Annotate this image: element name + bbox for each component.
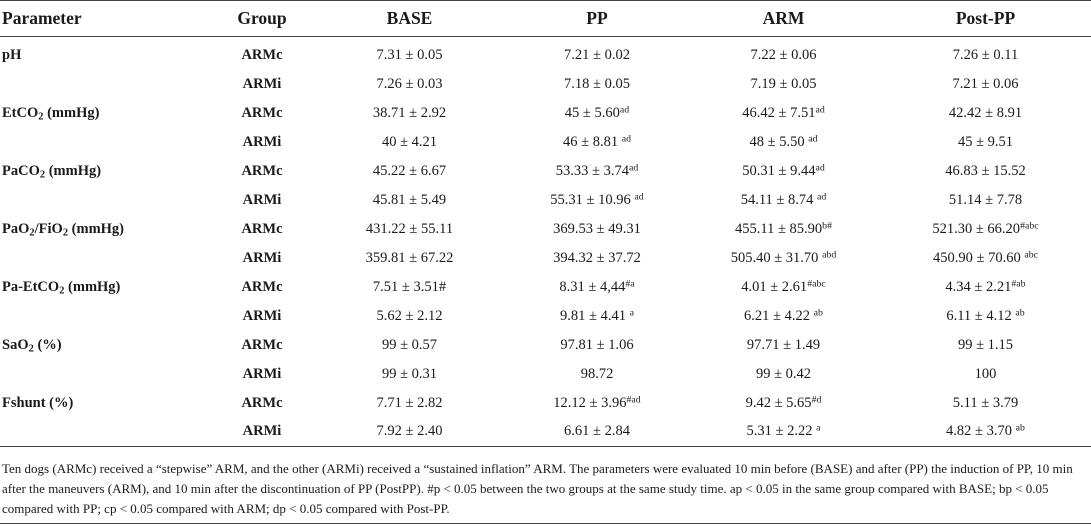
parameter-cell xyxy=(0,418,212,447)
base-cell xyxy=(312,37,507,70)
post-pp-cell-value: 521.30 ± 66.20 xyxy=(932,220,1021,237)
group-cell: ARMc xyxy=(241,162,283,179)
arm-cell-value: 46.42 ± 7.51 xyxy=(742,104,816,121)
base-cell-value: 38.71 ± 2.92 xyxy=(372,104,447,121)
base-cell-value: 431.22 ± 55.11 xyxy=(365,220,454,237)
group-cell: ARMi xyxy=(242,307,282,324)
arm-cell-value: 6.21 ± 4.22 xyxy=(744,307,814,324)
table-row xyxy=(0,186,1091,215)
parameter-cell xyxy=(0,70,212,99)
arm-cell-marker: ad xyxy=(808,133,818,145)
parameter-label: Pa-EtCO xyxy=(2,278,60,295)
post-pp-cell-value: 5.11 ± 3.79 xyxy=(952,394,1019,411)
arm-cell-marker: #abc xyxy=(807,278,826,290)
post-pp-cell xyxy=(880,37,1091,70)
base-cell-value: 5.62 ± 2.12 xyxy=(376,307,443,324)
post-pp-cell xyxy=(880,157,1091,186)
arm-cell-value: 505.40 ± 31.70 xyxy=(730,249,823,266)
table-row xyxy=(0,273,1091,302)
parameter-unit: (mmHg) xyxy=(43,104,100,121)
pp-cell-value: 12.12 ± 3.96 xyxy=(553,394,627,411)
parameter-cell xyxy=(0,331,212,360)
group-cell: ARMi xyxy=(242,191,282,208)
parameter-unit: (mmHg) xyxy=(68,220,124,237)
arm-cell xyxy=(687,418,880,447)
header-pp: PP xyxy=(507,1,687,37)
base-cell-value: 7.31 ± 0.05 xyxy=(376,46,443,63)
post-pp-cell-marker: abc xyxy=(1024,249,1038,261)
post-pp-cell xyxy=(880,128,1091,157)
base-cell xyxy=(312,244,507,273)
parameter-label: PaCO xyxy=(2,162,40,179)
arm-cell xyxy=(687,99,880,128)
post-pp-cell-value: 4.82 ± 3.70 xyxy=(946,423,1016,440)
post-pp-cell-value: 51.14 ± 7.78 xyxy=(948,191,1023,208)
arm-cell xyxy=(687,215,880,244)
pp-cell-value: 6.61 ± 2.84 xyxy=(564,423,630,440)
table-row xyxy=(0,244,1091,273)
post-pp-cell-value: 6.11 ± 4.12 xyxy=(946,307,1016,324)
header-arm: ARM xyxy=(687,1,880,37)
parameter-subscript: 2 xyxy=(29,227,35,239)
base-cell xyxy=(312,331,507,360)
parameter-subscript: 2 xyxy=(38,111,44,123)
pp-cell xyxy=(507,99,687,128)
parameter-cell xyxy=(0,389,212,418)
pp-cell-value: 369.53 ± 49.31 xyxy=(553,220,641,237)
base-cell-value: 7.71 ± 2.82 xyxy=(376,394,443,411)
pp-cell-value: 55.31 ± 10.96 xyxy=(550,191,635,208)
arm-cell-value: 50.31 ± 9.44 xyxy=(742,162,816,179)
pp-cell xyxy=(507,215,687,244)
pp-cell-value: 53.33 ± 3.74 xyxy=(555,162,629,179)
post-pp-cell xyxy=(880,186,1091,215)
group-cell: ARMc xyxy=(241,220,283,237)
base-cell xyxy=(312,273,507,302)
parameter-cell xyxy=(0,302,212,331)
arm-cell-value: 7.22 ± 0.06 xyxy=(750,46,817,63)
table-row xyxy=(0,331,1091,360)
post-pp-cell-value: 4.34 ± 2.21 xyxy=(945,278,1012,295)
pp-cell-value: 9.81 ± 4.41 xyxy=(560,307,630,324)
post-pp-cell-value: 46.83 ± 15.52 xyxy=(945,162,1026,179)
arm-cell-marker: ad xyxy=(815,104,825,116)
arm-cell-marker: ad xyxy=(817,191,827,203)
arm-cell-value: 99 ± 0.42 xyxy=(755,365,812,382)
arm-cell xyxy=(687,389,880,418)
parameter-subscript: 2 xyxy=(28,343,34,355)
pp-cell xyxy=(507,302,687,331)
parameter-label: pH xyxy=(2,46,22,63)
arm-cell-value: 48 ± 5.50 xyxy=(749,133,809,150)
base-cell-value: 99 ± 0.57 xyxy=(381,336,438,353)
group-cell: ARMc xyxy=(241,104,283,121)
parameter-label-mid: /FiO xyxy=(34,220,63,237)
parameter-unit: (mmHg) xyxy=(45,162,102,179)
base-cell-value: 45.22 ± 6.67 xyxy=(372,162,447,179)
group-cell: ARMi xyxy=(242,365,282,382)
group-cell: ARMi xyxy=(242,133,282,150)
arm-cell xyxy=(687,331,880,360)
group-cell: ARMi xyxy=(212,418,312,447)
pp-cell xyxy=(507,157,687,186)
pp-cell xyxy=(507,360,687,389)
post-pp-cell-marker: #ab xyxy=(1011,278,1026,290)
parameter-cell xyxy=(0,128,212,157)
table-row xyxy=(0,302,1091,331)
table-row xyxy=(0,360,1091,389)
post-pp-cell xyxy=(880,99,1091,128)
arm-cell-marker: ab xyxy=(813,307,823,319)
post-pp-cell-marker: ab xyxy=(1015,307,1025,319)
pp-cell-marker: ad xyxy=(621,133,631,145)
arm-cell-value: 54.11 ± 8.74 xyxy=(740,191,817,208)
parameter-cell xyxy=(0,244,212,273)
post-pp-cell-value: 45 ± 9.51 xyxy=(957,133,1014,150)
parameter-label: EtCO xyxy=(2,104,39,121)
parameter-cell xyxy=(0,360,212,389)
header-row xyxy=(0,1,1091,37)
pp-cell-marker: ad xyxy=(628,162,639,174)
pp-cell xyxy=(507,273,687,302)
table-row xyxy=(0,37,1091,70)
base-cell xyxy=(312,70,507,99)
parameter-unit: (mmHg) xyxy=(64,278,121,295)
parameter-cell xyxy=(0,157,212,186)
arm-cell-value: 7.19 ± 0.05 xyxy=(750,75,817,92)
table-row xyxy=(0,70,1091,99)
pp-cell xyxy=(507,128,687,157)
arm-cell-marker: abd xyxy=(822,249,837,261)
post-pp-cell xyxy=(880,331,1091,360)
table-body xyxy=(0,37,1091,447)
pp-cell-value: 8.31 ± 4,44 xyxy=(559,278,626,295)
pp-cell-value: 7.18 ± 0.05 xyxy=(564,75,630,92)
pp-cell-value: 97.81 ± 1.06 xyxy=(560,336,634,353)
arm-cell-marker: a xyxy=(816,422,821,434)
parameter-unit: (%) xyxy=(45,394,74,411)
table-header xyxy=(0,1,1091,37)
post-pp-cell xyxy=(880,302,1091,331)
arm-cell xyxy=(687,360,880,389)
parameter-label: SaO xyxy=(2,336,29,353)
base-cell xyxy=(312,360,507,389)
base-cell-value: 7.51 ± 3.51# xyxy=(372,278,447,295)
pp-cell xyxy=(507,331,687,360)
group-cell: ARMc xyxy=(241,336,283,353)
header-post-pp: Post-PP xyxy=(880,1,1091,37)
pp-cell xyxy=(507,389,687,418)
arm-cell xyxy=(687,128,880,157)
base-cell-value: 7.92 ± 2.40 xyxy=(376,423,443,440)
base-cell xyxy=(312,418,507,447)
header-group: Group xyxy=(212,1,312,37)
pp-cell-value: 46 ± 8.81 xyxy=(562,133,622,150)
base-cell xyxy=(312,186,507,215)
table-row xyxy=(0,215,1091,244)
base-cell-value: 45.81 ± 5.49 xyxy=(372,191,447,208)
arm-cell-value: 5.31 ± 2.22 xyxy=(746,423,817,440)
parameter-cell xyxy=(0,99,212,128)
post-pp-cell-value: 7.26 ± 0.11 xyxy=(952,46,1019,63)
table-footnote: Ten dogs (ARMc) received a “stepwise” ARM, and the other (ARMi) received a “sustained inflation” ARM. The parameters were evaluated 10 min before (BASE) and after (PP) the induction of PP, 10 min after the maneuvers (ARM), and 10 min after the discontinuation of PP (PostPP). #p < 0.05 between the two groups at the same study time. ap < 0.05 in the same group compared with BASE; bp < 0.05 compared with PP; cp < 0.05 compared with ARM; dp < 0.05 compared with Post-PP. xyxy=(2,461,1073,516)
pp-cell xyxy=(507,244,687,273)
arm-cell xyxy=(687,302,880,331)
parameter-label: PaO xyxy=(2,220,30,237)
base-cell-value: 99 ± 0.31 xyxy=(381,365,438,382)
arm-cell xyxy=(687,273,880,302)
arm-cell-marker: b# xyxy=(822,220,832,232)
parameter-subscript: 2 xyxy=(59,285,65,297)
post-pp-cell-value: 7.21 ± 0.06 xyxy=(952,75,1019,92)
parameter-cell xyxy=(0,186,212,215)
parameter-subscript: 2 xyxy=(39,169,46,181)
base-cell xyxy=(312,389,507,418)
table-row xyxy=(0,128,1091,157)
post-pp-cell-value: 450.90 ± 70.60 xyxy=(932,249,1025,266)
group-cell: ARMc xyxy=(241,46,283,63)
post-pp-cell xyxy=(880,418,1091,447)
header-parameter: Parameter xyxy=(0,1,212,37)
post-pp-cell-value: 99 ± 1.15 xyxy=(957,336,1014,353)
arm-cell xyxy=(687,157,880,186)
post-pp-cell xyxy=(880,244,1091,273)
header-base: BASE xyxy=(312,1,507,37)
group-cell: ARMi xyxy=(242,249,282,266)
pp-cell xyxy=(507,418,687,447)
base-cell xyxy=(312,99,507,128)
pp-cell-marker: #a xyxy=(625,278,635,290)
base-cell xyxy=(312,128,507,157)
parameter-cell xyxy=(0,273,212,302)
post-pp-cell-marker: ab xyxy=(1015,422,1025,434)
pp-cell-value: 394.32 ± 37.72 xyxy=(553,249,641,266)
table-row xyxy=(0,157,1091,186)
base-cell xyxy=(312,215,507,244)
pp-cell xyxy=(507,70,687,99)
parameter-cell xyxy=(0,37,212,70)
pp-cell-marker: ad xyxy=(634,191,644,203)
post-pp-cell-marker: #abc xyxy=(1020,220,1039,232)
arm-cell-marker: #d xyxy=(811,394,822,406)
arm-cell-value: 4.01 ± 2.61 xyxy=(741,278,808,295)
base-cell-value: 40 ± 4.21 xyxy=(381,133,438,150)
post-pp-cell xyxy=(880,70,1091,99)
arm-cell-marker: ad xyxy=(815,162,825,174)
table-row xyxy=(0,389,1091,418)
arm-cell-value: 9.42 ± 5.65 xyxy=(745,394,812,411)
table-row xyxy=(0,99,1091,128)
post-pp-cell-value: 42.42 ± 8.91 xyxy=(948,104,1023,121)
group-cell: ARMc xyxy=(241,394,283,411)
arm-cell xyxy=(687,186,880,215)
footnote-rule xyxy=(0,523,1091,524)
arm-cell-value: 455.11 ± 85.90 xyxy=(734,220,823,237)
group-cell: ARMc xyxy=(241,278,283,295)
base-cell-value: 359.81 ± 67.22 xyxy=(365,249,454,266)
base-cell xyxy=(312,157,507,186)
pp-cell-value: 98.72 xyxy=(580,365,614,382)
parameter-unit: (%) xyxy=(33,336,62,353)
post-pp-cell xyxy=(880,360,1091,389)
arm-cell-value: 97.71 ± 1.49 xyxy=(746,336,821,353)
parameter-label: Fshunt xyxy=(2,394,46,411)
post-pp-cell-value: 100 xyxy=(974,365,997,382)
pp-cell-marker: a xyxy=(629,307,634,319)
pp-cell-marker: #ad xyxy=(626,394,641,406)
parameter-subscript-2: 2 xyxy=(62,227,69,239)
base-cell-value: 7.26 ± 0.03 xyxy=(376,75,443,92)
pp-cell-value: 45 ± 5.60 xyxy=(564,104,620,121)
post-pp-cell xyxy=(880,215,1091,244)
pp-cell-value: 7.21 ± 0.02 xyxy=(564,46,630,63)
pp-cell xyxy=(507,37,687,70)
base-cell xyxy=(312,302,507,331)
pp-cell-marker: ad xyxy=(619,104,630,116)
table-row xyxy=(0,418,1091,447)
arm-cell xyxy=(687,244,880,273)
parameter-cell xyxy=(0,215,212,244)
post-pp-cell xyxy=(880,389,1091,418)
group-cell: ARMi xyxy=(242,75,282,92)
post-pp-cell xyxy=(880,273,1091,302)
arm-cell xyxy=(687,37,880,70)
arm-cell xyxy=(687,70,880,99)
pp-cell xyxy=(507,186,687,215)
